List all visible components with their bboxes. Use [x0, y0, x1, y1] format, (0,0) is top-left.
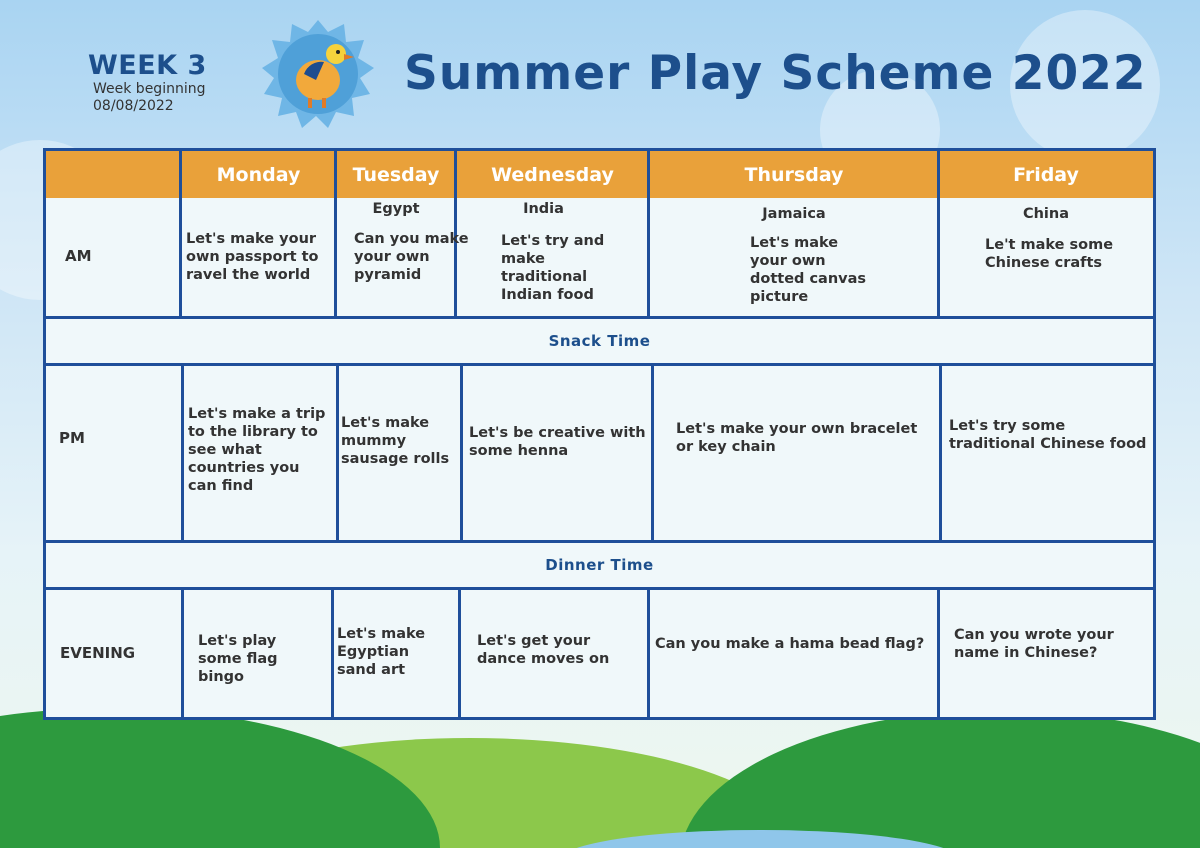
column-divider	[181, 363, 184, 540]
day-tuesday: Tuesday	[352, 163, 440, 186]
column-divider	[647, 151, 650, 316]
evening-wednesday-activity: Let's get your dance moves on	[477, 633, 610, 667]
pm-tuesday-activity: Let's make mummy sausage rolls	[341, 415, 450, 467]
am-monday-activity: Let's make your own passport to ravel the world	[186, 231, 319, 283]
country-egypt: Egypt	[372, 201, 420, 217]
day-wednesday: Wednesday	[491, 163, 614, 186]
timetable	[43, 148, 1156, 720]
column-divider	[939, 363, 942, 540]
column-divider	[334, 151, 337, 316]
am-tuesday-activity: Can you make your own pyramid	[354, 231, 469, 283]
pm-thursday-activity: Let's make your own bracelet or key chain	[676, 421, 918, 455]
country-jamaica: Jamaica	[762, 206, 826, 222]
week-beginning-date: 08/08/2022	[93, 98, 174, 114]
day-friday: Friday	[1013, 163, 1079, 186]
row-label-pm: PM	[59, 429, 85, 447]
pm-friday-activity: Let's try some traditional Chinese food	[949, 418, 1147, 452]
row-divider	[46, 363, 1153, 366]
column-divider	[181, 587, 184, 720]
column-divider	[336, 363, 339, 540]
column-divider	[651, 363, 654, 540]
column-divider	[331, 587, 334, 720]
evening-tuesday-activity: Let's make Egyptian sand art	[337, 626, 426, 678]
am-friday-activity: Le't make some Chinese crafts	[985, 237, 1114, 271]
evening-thursday-activity: Can you make a hama bead flag?	[655, 636, 925, 652]
column-divider	[647, 587, 650, 720]
country-india: India	[523, 201, 564, 217]
tipton-toddlers-logo	[258, 14, 378, 134]
row-divider	[46, 587, 1153, 590]
am-thursday-activity: Let's make your own dotted canvas picture	[750, 235, 867, 305]
country-china: China	[1022, 206, 1070, 222]
day-thursday: Thursday	[744, 163, 844, 186]
pm-monday-activity: Let's make a trip to the library to see what countries you can find	[188, 406, 326, 494]
week-beginning-label: Week beginning	[93, 81, 206, 97]
column-divider	[937, 151, 940, 316]
column-divider	[458, 587, 461, 720]
row-label-am: AM	[65, 247, 92, 265]
evening-monday-activity: Let's play some flag bingo	[198, 633, 278, 685]
snack-time-band: Snack Time	[548, 332, 651, 350]
column-divider	[179, 151, 182, 316]
column-divider	[460, 363, 463, 540]
pm-wednesday-activity: Let's be creative with some henna	[469, 425, 646, 459]
dinner-time-band: Dinner Time	[545, 556, 654, 574]
row-label-evening: EVENING	[60, 644, 136, 662]
am-wednesday-activity: Let's try and make traditional Indian food	[501, 233, 605, 303]
column-divider	[937, 587, 940, 720]
evening-friday-activity: Can you wrote your name in Chinese?	[954, 627, 1114, 661]
page-title: Summer Play Scheme 2022	[404, 46, 1147, 101]
day-monday: Monday	[216, 163, 301, 186]
week-info	[88, 50, 207, 115]
week-number: WEEK 3	[88, 50, 207, 81]
